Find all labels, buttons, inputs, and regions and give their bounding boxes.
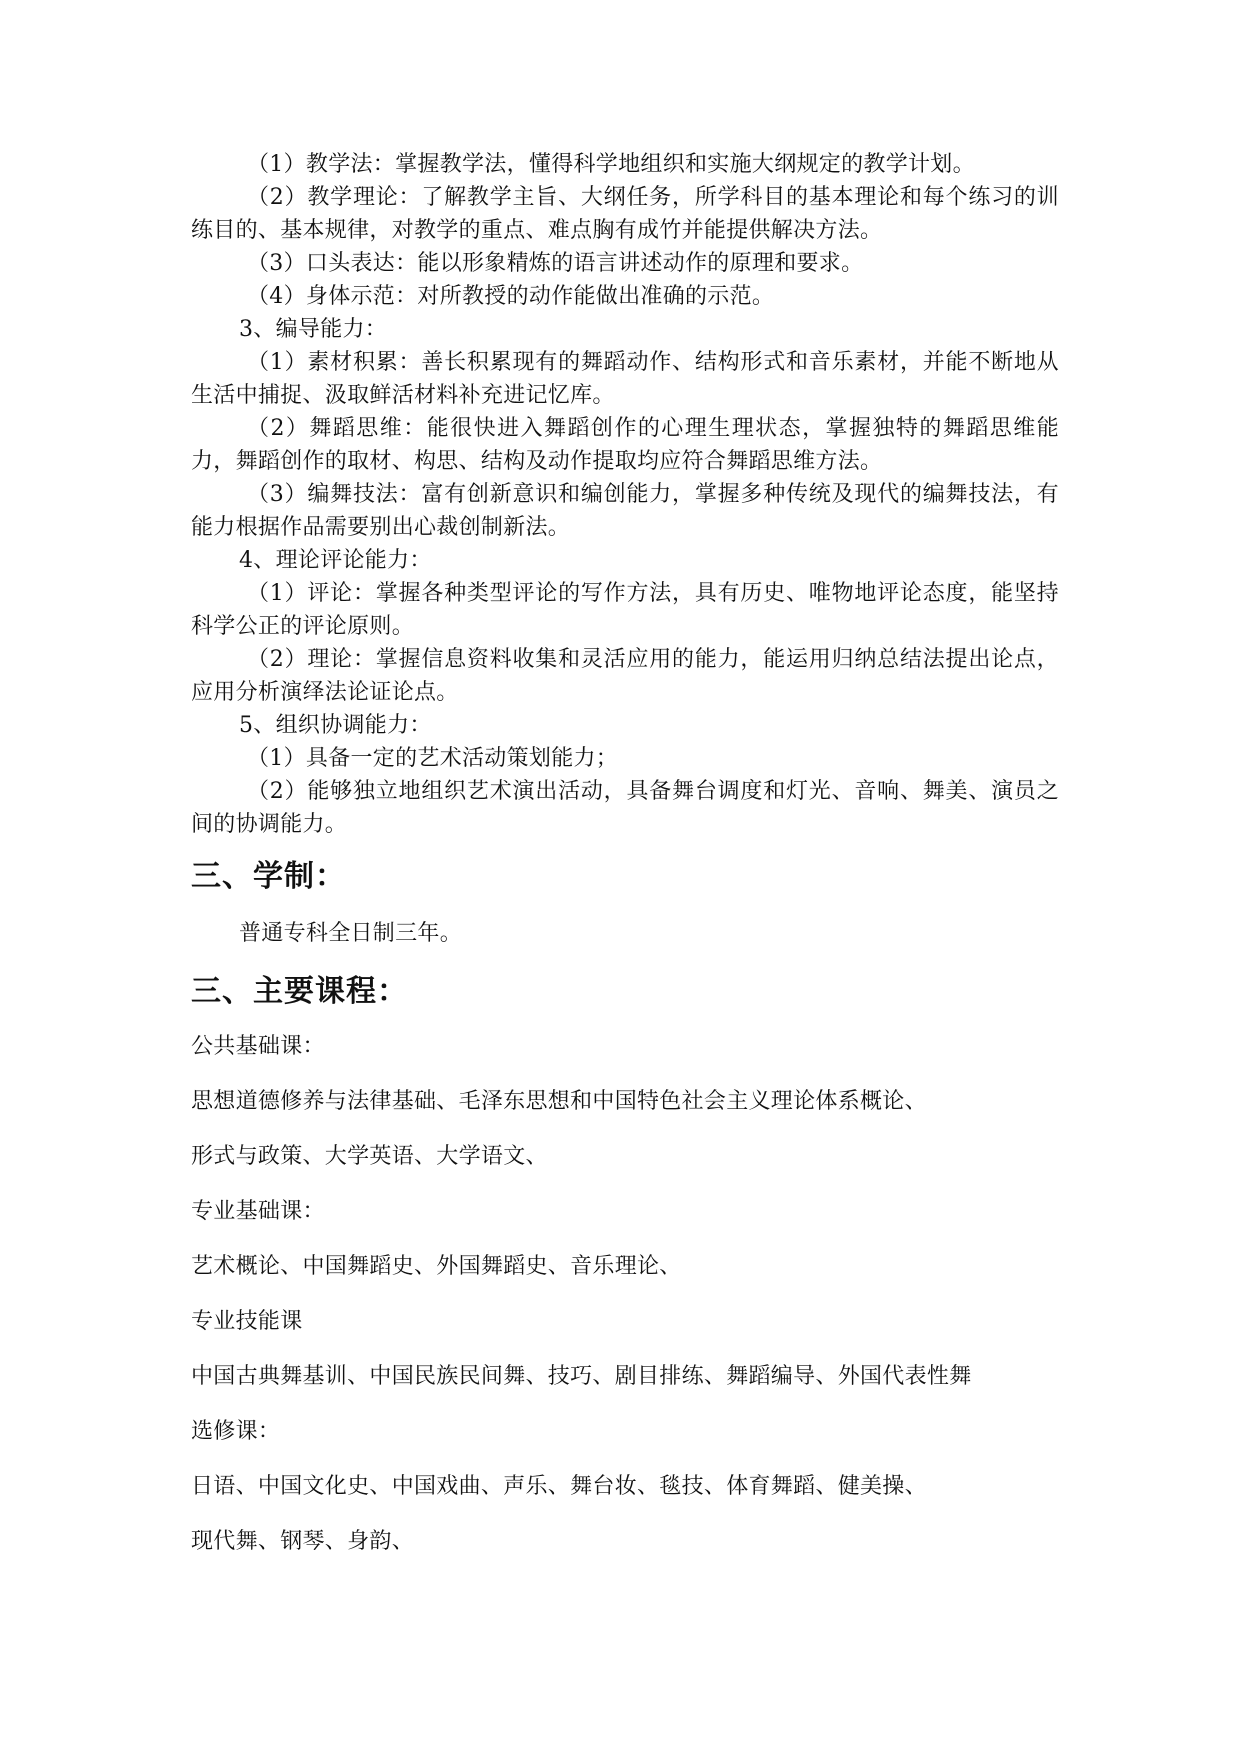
- elective-courses-label: 选修课：: [191, 1419, 281, 1444]
- elective-courses-line-1: 日语、中国文化史、中国戏曲、声乐、舞台妆、毯技、体育舞蹈、健美操、: [191, 1474, 927, 1499]
- public-courses-line-1: 思想道德修养与法律基础、毛泽东思想和中国特色社会主义理论体系概论、: [191, 1089, 927, 1114]
- organization-title: 5、组织协调能力：: [239, 713, 432, 738]
- choreography-item-2: （2）舞蹈思维：能很快进入舞蹈创作的心理生理状态，掌握独特的舞蹈思维能力，舞蹈创作的取材、构思、结构及动作提取均应符合舞蹈思维方法。: [191, 416, 1059, 474]
- organization-item-2: （2）能够独立地组织艺术演出活动，具备舞台调度和灯光、音响、舞美、演员之间的协调能力。: [191, 779, 1059, 837]
- teaching-item-2: （2）教学理论：了解教学主旨、大纲任务，所学科目的基本理论和每个练习的训练目的、基本规律，对教学的重点、难点胸有成竹并能提供解决方法。: [191, 185, 1059, 243]
- theory-item-1: （1）评论：掌握各种类型评论的写作方法，具有历史、唯物地评论态度，能坚持科学公正的评论原则。: [191, 581, 1059, 639]
- elective-courses-line-2: 现代舞、钢琴、身韵、: [191, 1529, 415, 1554]
- skill-courses-line: 中国古典舞基训、中国民族民间舞、技巧、剧目排练、舞蹈编导、外国代表性舞: [191, 1364, 972, 1389]
- section-heading-courses: 三、主要课程：: [191, 974, 408, 1009]
- public-courses-label: 公共基础课：: [191, 1034, 325, 1059]
- system-text: 普通专科全日制三年。: [239, 921, 463, 946]
- teaching-item-1: （1）教学法：掌握教学法，懂得科学地组织和实施大纲规定的教学计划。: [247, 152, 975, 177]
- public-courses-line-2: 形式与政策、大学英语、大学语文、: [191, 1144, 548, 1169]
- skill-courses-label: 专业技能课: [191, 1309, 303, 1334]
- document-body: [191, 148, 1059, 1558]
- basic-courses-label: 专业基础课：: [191, 1199, 325, 1224]
- theory-title: 4、理论评论能力：: [239, 548, 432, 573]
- course-list: [191, 1030, 1059, 1558]
- choreography-item-3: （3）编舞技法：富有创新意识和编创能力，掌握多种传统及现代的编舞技法，有能力根据作品需要别出心裁创制新法。: [191, 482, 1059, 540]
- organization-item-1: （1）具备一定的艺术活动策划能力；: [247, 746, 619, 771]
- basic-courses-line: 艺术概论、中国舞蹈史、外国舞蹈史、音乐理论、: [191, 1254, 682, 1279]
- teaching-item-3: （3）口头表达：能以形象精炼的语言讲述动作的原理和要求。: [247, 251, 864, 276]
- teaching-item-4: （4）身体示范：对所教授的动作能做出准确的示范。: [247, 284, 775, 309]
- choreography-item-1: （1）素材积累：善长积累现有的舞蹈动作、结构形式和音乐素材，并能不断地从生活中捕捉、汲取鲜活材料补充进记忆库。: [191, 350, 1059, 408]
- section-heading-system: 三、学制：: [191, 859, 346, 894]
- theory-item-2: （2）理论：掌握信息资料收集和灵活应用的能力，能运用归纳总结法提出论点，应用分析演绎法论证论点。: [191, 647, 1059, 705]
- choreography-title: 3、编导能力：: [239, 317, 388, 342]
